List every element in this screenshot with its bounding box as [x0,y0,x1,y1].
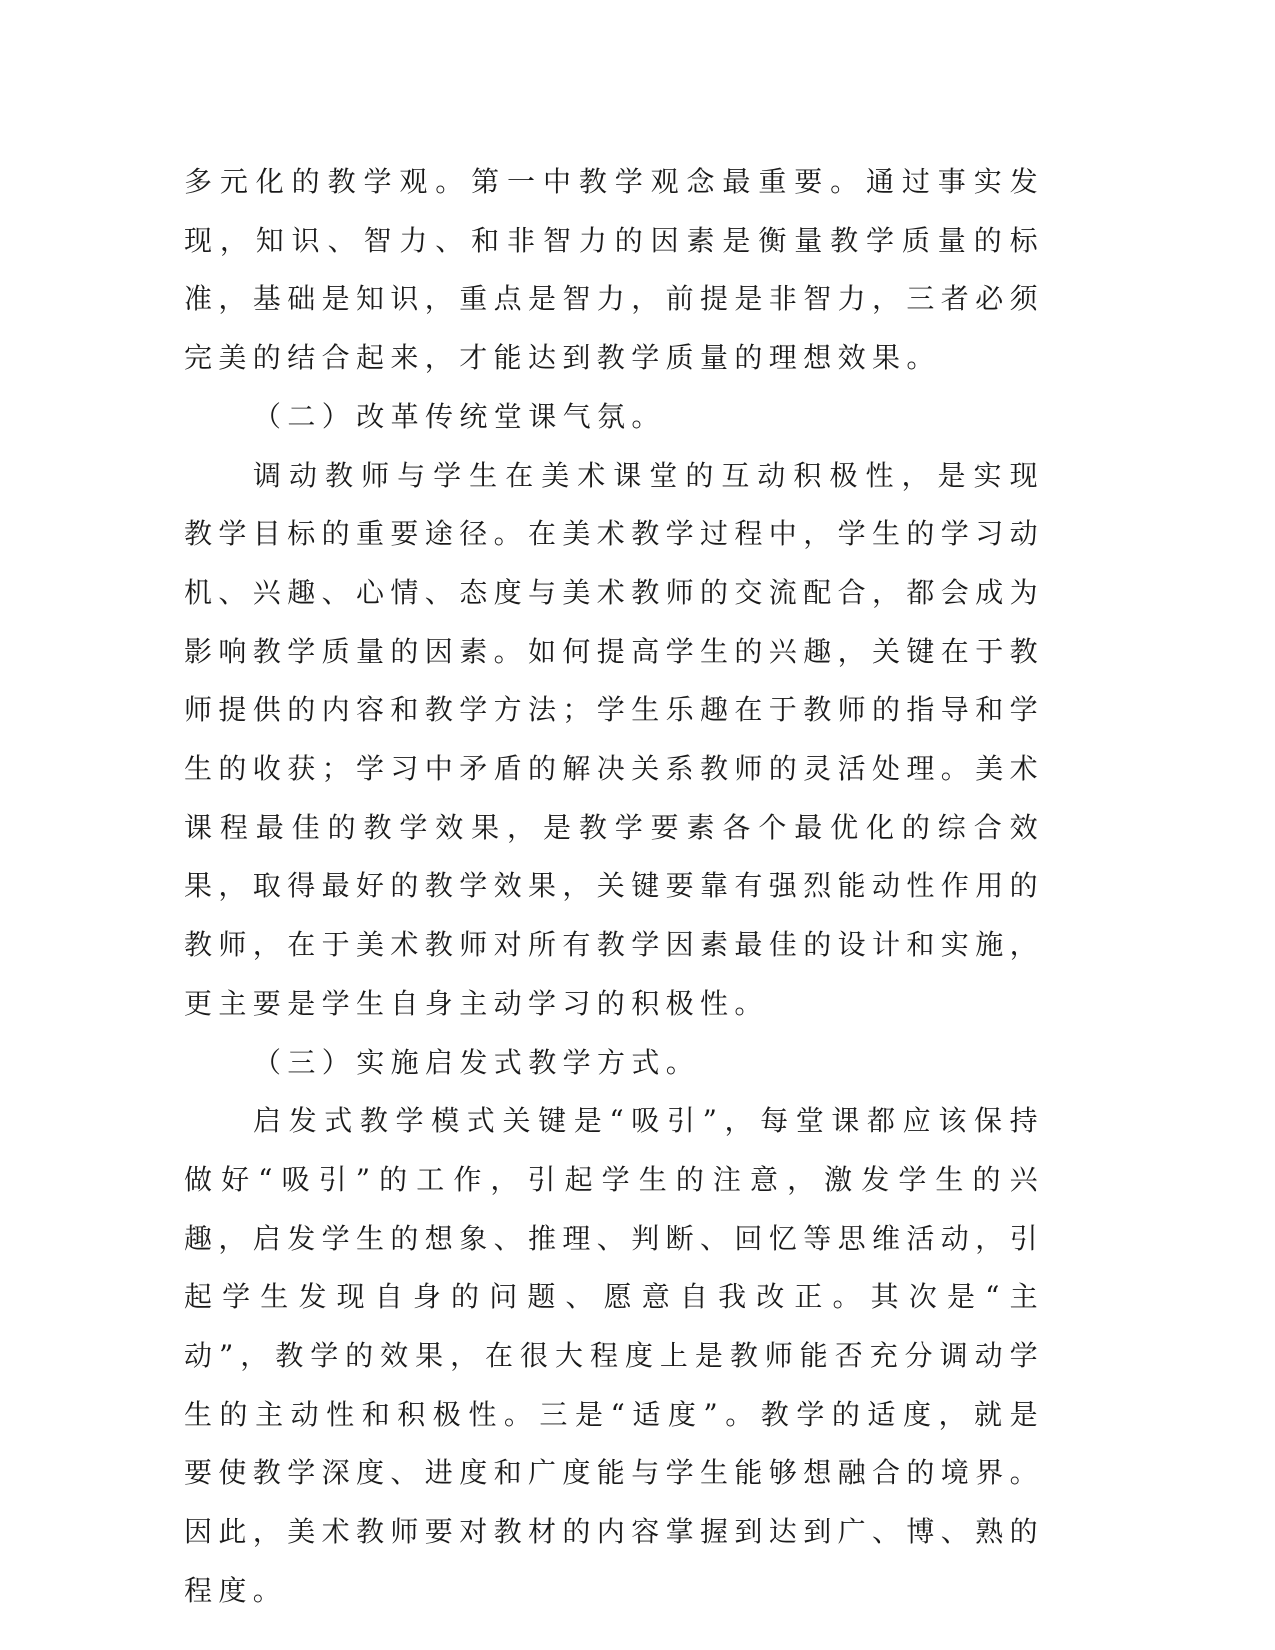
paragraph-classroom-atmosphere: 调动教师与学生在美术课堂的互动积极性，是实现教学目标的重要途径。在美术教学过程中，学生的学习动机、兴趣、心情、态度与美术教师的交流配合，都会成为影响教学质量的因素。如何提高学生的兴趣，关键在于教师提供的内容和教学方法；学生乐趣在于教师的指导和学生的收获；学习中矛盾的解决关系教师的灵活处理。美术课程最佳的教学效果，是教学要素各个最优化的综合效果，取得最好的教学效果，关键要靠有强烈能动性作用的教师，在于美术教师对所有教学因素最佳的设计和实施，更主要是学生自身主动学习的积极性。 [184,458,1045,1020]
section-heading-3: （三）实施启发式教学方式。 [253,1045,701,1079]
body-text [184,153,1044,1621]
paragraph-continuation: 多元化的教学观。第一中教学观念最重要。通过事实发现，知识、智力、和非智力的因素是衡量教学质量的标准，基础是知识，重点是智力，前提是非智力，三者必须完美的结合起来，才能达到教学质量的理想效果。 [184,165,1045,375]
section-heading-2: （二）改革传统堂课气氛。 [253,399,666,433]
paragraph-heuristic-teaching: 启发式教学模式关键是“吸引”，每堂课都应该保持做好“吸引”的工作，引起学生的注意，激发学生的兴趣，启发学生的想象、推理、判断、回忆等思维活动，引起学生发现自身的问题、愿意自我改正。其次是“主动”，教学的效果，在很大程度上是教师能否充分调动学生的主动性和积极性。三是“适度”。教学的适度，就是要使教学深度、进度和广度能与学生能够想融合的境界。因此，美术教师要对教材的内容掌握到达到广、博、熟的程度。 [184,1104,1045,1607]
